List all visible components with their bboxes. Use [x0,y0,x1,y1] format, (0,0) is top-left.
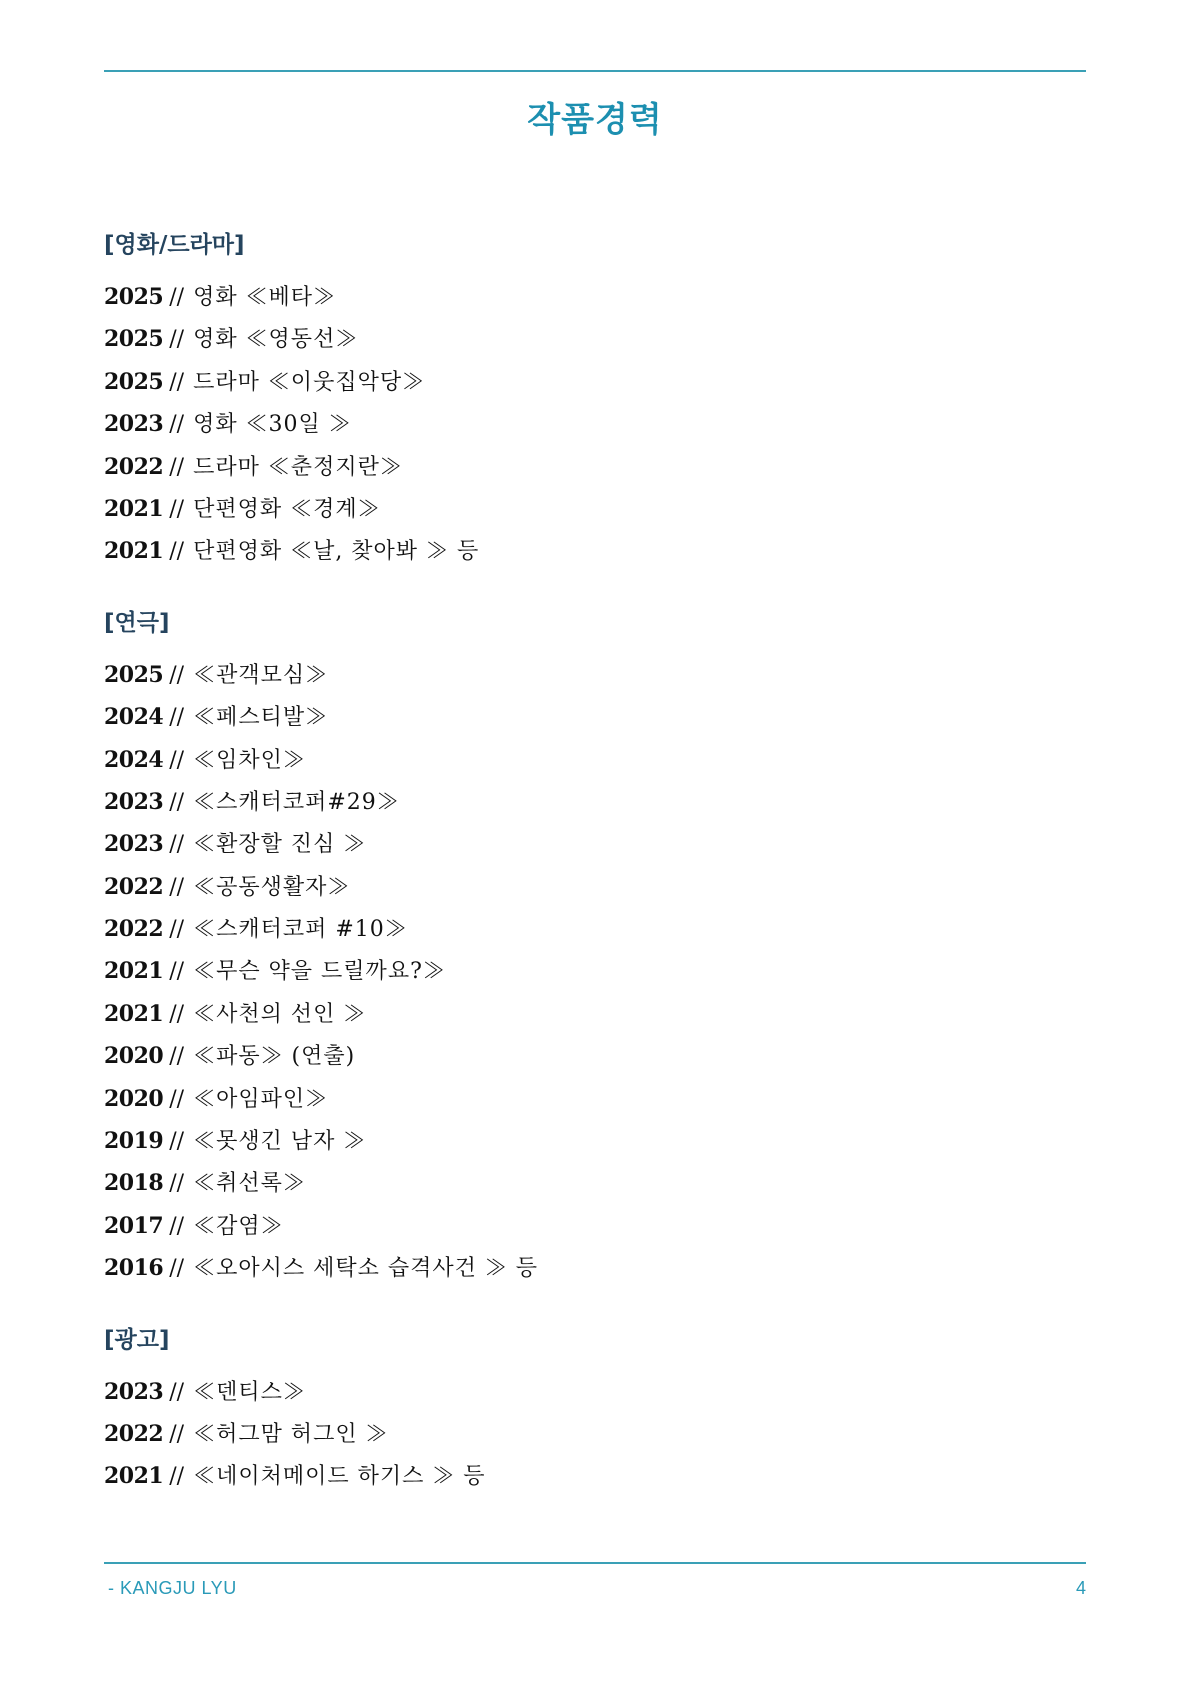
entry-separator: // [169,1086,185,1112]
entry-separator: // [169,496,185,522]
section-heading: [광고] [104,1326,170,1353]
entry-separator: // [169,539,185,565]
entry-year: 2025 [104,368,164,395]
entry-separator: // [169,959,185,985]
list-item [104,1205,1086,1247]
entry-year: 2021 [104,495,164,522]
entry-year: 2025 [104,661,164,688]
entry-year: 2017 [104,1212,164,1239]
entry-year: 2020 [104,1085,164,1112]
entry-separator: // [169,1379,185,1405]
entry-title: 단편영화 ≪경계≫ [193,496,381,522]
section-heading: [연극] [104,609,170,636]
entry-year: 2024 [104,746,164,773]
entry-separator: // [169,1001,185,1027]
entry-title: ≪취선록≫ [193,1171,306,1197]
entry-separator: // [169,1213,185,1239]
entry-separator: // [169,1464,185,1490]
list-item [104,276,1086,318]
entry-separator: // [169,1044,185,1070]
entry-year: 2022 [104,916,164,943]
footer-author: - KANGJU LYU [108,1578,237,1598]
entry-separator: // [169,369,185,395]
entry-title: ≪무슨 약을 드릴까요?≫ [193,959,446,985]
entry-separator: // [169,1129,185,1155]
entry-year: 2021 [104,1463,164,1490]
list-item [104,950,1086,992]
entry-title: 영화 ≪영동선≫ [193,327,359,353]
entry-separator: // [169,705,185,731]
entry-title: ≪임차인≫ [193,747,306,773]
list-item [104,993,1086,1035]
entry-separator: // [169,1256,185,1282]
page-number: 4 [1075,1578,1086,1598]
entry-year: 2018 [104,1170,164,1197]
list-item [104,866,1086,908]
entry-separator: // [169,747,185,773]
entry-title: 영화 ≪베타≫ [193,285,337,310]
list-item [104,823,1086,865]
list-item [104,361,1086,403]
list-item [104,1413,1086,1455]
entry-title: 드라마 ≪춘정지란≫ [193,454,403,480]
entry-year: 2022 [104,1420,164,1447]
entry-separator: // [169,412,185,438]
list-item [104,696,1086,738]
entry-separator: // [169,1171,185,1197]
top-rule [104,70,1086,72]
entry-year: 2024 [104,704,164,731]
entry-title: ≪스캐터코퍼#29≫ [193,789,400,815]
entry-year: 2025 [104,326,164,353]
entry-year: 2021 [104,1000,164,1027]
entry-title: 영화 ≪30일 ≫ [193,412,352,438]
entry-separator: // [169,1421,185,1447]
entry-year: 2016 [104,1255,164,1282]
list-item [104,488,1086,530]
entry-title: 단편영화 ≪날, 찾아봐 ≫ 등 [193,539,480,565]
list-item [104,318,1086,360]
entry-year: 2023 [104,1378,164,1405]
entry-title: ≪못생긴 남자 ≫ [193,1129,367,1155]
entry-separator: // [169,832,185,858]
entry-separator: // [169,874,185,900]
entry-title: ≪네이처메이드 하기스 ≫ 등 [193,1464,486,1490]
entry-separator: // [169,285,185,310]
list-item [104,1162,1086,1204]
entry-title: ≪환장할 진심 ≫ [193,832,367,858]
entry-title: 드라마 ≪이웃집악당≫ [193,369,426,395]
entry-separator: // [169,454,185,480]
list-item [104,530,1086,572]
entry-year: 2021 [104,958,164,985]
bottom-rule [104,1562,1086,1564]
entry-year: 2019 [104,1128,164,1155]
entry-title: ≪공동생활자≫ [193,874,351,900]
entry-title: ≪감염≫ [193,1213,284,1239]
list-item [104,1078,1086,1120]
entry-separator: // [169,327,185,353]
entry-title: ≪관객모심≫ [193,662,329,688]
entry-title: ≪허그맘 허그인 ≫ [193,1421,389,1447]
entry-title: ≪페스티발≫ [193,705,329,731]
list-item [104,1120,1086,1162]
entry-year: 2023 [104,411,164,438]
list-item [104,1455,1086,1497]
list-item [104,781,1086,823]
entry-title: ≪파동≫ (연출) [193,1044,356,1070]
list-item [104,1035,1086,1077]
entry-title: ≪스캐터코퍼 #10≫ [193,917,408,943]
entry-title: ≪아임파인≫ [193,1086,329,1112]
section-theater [104,606,1086,1290]
entry-separator: // [169,789,185,815]
entry-separator: // [169,917,185,943]
entry-title: ≪덴티스≫ [193,1379,306,1405]
list-item [104,446,1086,488]
list-item [104,1371,1086,1413]
list-item [104,654,1086,696]
entry-year: 2022 [104,873,164,900]
entry-title: ≪사천의 선인 ≫ [193,1001,367,1027]
page-title: 작품경력 [527,100,663,140]
entry-year: 2021 [104,538,164,565]
entry-year: 2020 [104,1043,164,1070]
section-heading: [영화/드라마] [104,232,245,258]
entry-year: 2022 [104,453,164,480]
career-content [104,228,1086,1531]
entry-year: 2025 [104,284,164,310]
section-advertising [104,1323,1086,1498]
list-item [104,1247,1086,1289]
entry-year: 2023 [104,788,164,815]
list-item [104,739,1086,781]
list-item [104,908,1086,950]
entry-year: 2023 [104,831,164,858]
section-film-drama [104,228,1086,573]
entry-separator: // [169,662,185,688]
entry-title: ≪오아시스 세탁소 습격사건 ≫ 등 [193,1256,539,1282]
list-item [104,403,1086,445]
